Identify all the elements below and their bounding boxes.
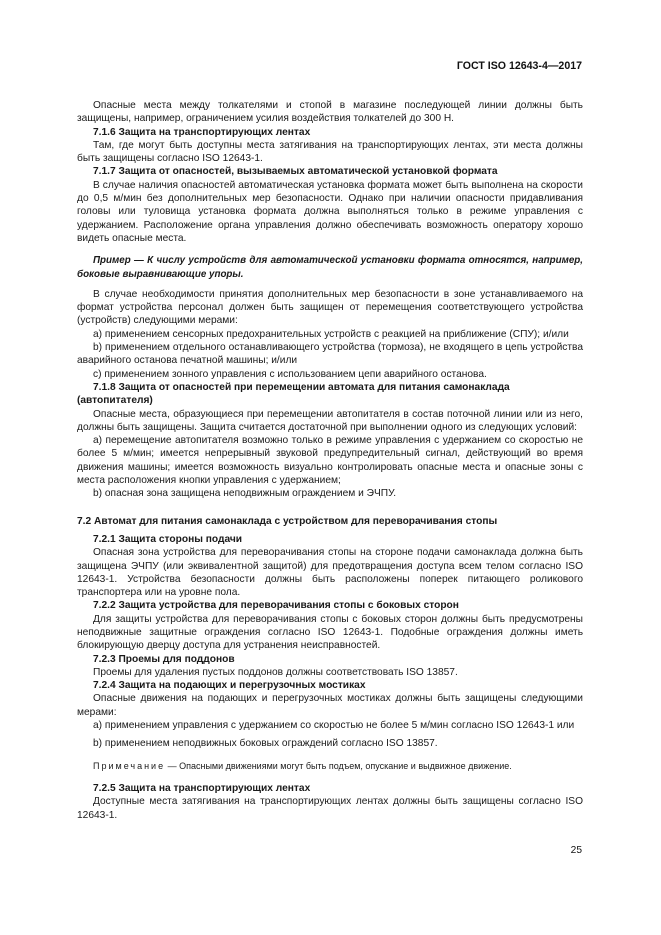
paragraph-intro: Опасные места между толкателями и стопой в магазине последующей линии должны быть защищены, например, ограничением усилия воздействия толкателей до 300 Н. — [77, 100, 583, 125]
paragraph-7-2-2: Для защиты устройства для переворачивания стопы с боковых сторон должны быть предусмотрены неподвижные защитные ограждения согласно ISO 12643-1. Подобные ограждения должны иметь блокирующую дверцу доступа для устранения неисправностей. — [77, 613, 583, 652]
heading-7-1-8: 7.1.8 Защита от опасностей при перемещении автомата для питания самонаклада (автопитателя) — [77, 381, 510, 407]
paragraph-7-1-7-measures: В случае необходимости принятия дополнительных мер безопасности в зоне устанавливаемого на формат устройства персонал должен быть защищен от перемещения соответствующего устройства (устройств) следующими мерами: — [77, 288, 583, 327]
heading-7-1-7: 7.1.7 Защита от опасностей, вызываемых автоматической установкой формата — [93, 166, 498, 178]
list-item-7-2-4-b: b) применением неподвижных боковых ограждений согласно ISO 13857. — [93, 738, 438, 750]
list-item-7-2-4-a: a) применением управления с удержанием со скоростью не более 5 м/мин согласно ISO 12643-1 или — [93, 720, 575, 732]
paragraph-7-1-6: Там, где могут быть доступны места затягивания на транспортирующих лентах, эти места должны быть защищены согласно ISO 12643-1. — [77, 139, 583, 165]
heading-7-2-3: 7.2.3 Проемы для поддонов — [93, 653, 235, 665]
heading-7-1-6: 7.1.6 Защита на транспортирующих лентах — [93, 126, 311, 138]
list-item-7-1-8-a: a) перемещение автопитателя возможно только в режиме управления с удержанием со скоростью не более 5 м/мин; имеется непрерывный звуковой предупредительный сигнал, действующий во время движения машины; имеется возможность визуально контролировать опасные места и опасные зоны с места расположения кнопки управления с удержанием; — [77, 435, 583, 487]
example-note: Пример — К числу устройств для автоматической установки формата относятся, например, боковые выравнивающие упоры. — [77, 255, 583, 280]
paragraph-7-2-5: Доступные места затягивания на транспортирующих лентах должны быть защищены согласно ISO 12643-1. — [77, 796, 583, 821]
note — [77, 760, 583, 773]
list-item-7-1-7-c: c) применением зонного управления с использованием цепи аварийного останова. — [93, 368, 487, 380]
document-code: ГОСТ ISO 12643-4—2017 — [456, 60, 582, 72]
note-text: — Опасными движениями могут быть подъем, опускание и выдвижное движение. — [165, 760, 512, 771]
paragraph-7-2-4: Опасные движения на подающих и перегрузочных мостиках должны быть защищены следующими мерами: — [77, 693, 583, 718]
paragraph-7-1-8: Опасные места, образующиеся при перемещении автопитателя в состав поточной линии или из него, должны быть защищены. Защита считается достаточной при выполнении одного из следующих условий: — [77, 408, 583, 433]
heading-7-2-5: 7.2.5 Защита на транспортирующих лентах — [93, 782, 311, 794]
heading-7-2-4: 7.2.4 Защита на подающих и перегрузочных мостиках — [93, 680, 366, 692]
heading-7-2-1: 7.2.1 Защита стороны подачи — [93, 533, 243, 545]
note-label: Примечание — [93, 760, 166, 771]
list-item-7-1-8-b: b) опасная зона защищена неподвижным ограждением и ЭЧПУ. — [93, 488, 397, 500]
list-item-7-1-7-b: b) применением отдельного останавливающего устройства (тормоза), не входящего в цепь устройства аварийного останова печатной машины; и/или — [77, 342, 583, 367]
paragraph-7-2-1: Опасная зона устройства для переворачивания стопы на стороне подачи самонаклада должна быть защищена ЭЧПУ (или эквивалентной защитой) для предотвращения доступа всем телом согласно ISO 12643-1. Устройства безопасности должны быть расположены поперек питающего роликового транспортера или на уровне пола. — [77, 547, 583, 599]
list-item-7-1-7-a: a) применением сенсорных предохранительных устройств с реакцией на приближение (СПУ); и/или — [93, 328, 569, 340]
heading-7-2-2: 7.2.2 Защита устройства для переворачивания стопы с боковых сторон — [93, 600, 459, 612]
paragraph-7-1-7: В случае наличия опасностей автоматическая установка формата может быть выполнена на скорости до 0,5 м/мин без дополнительных мер безопасности. Однако при наличии опасности придавливания головы или туловища установка формата должна выполняться только в режиме управления с удержанием. Расположение органа управления должно обеспечивать возможность оператору хорошо видеть опасные места. — [77, 179, 583, 244]
page-number: 25 — [570, 845, 582, 856]
heading-7-2: 7.2 Автомат для питания самонаклада с устройством для переворачивания стопы — [77, 515, 498, 527]
page-content — [77, 99, 583, 822]
paragraph-7-2-3: Проемы для удаления пустых поддонов должны соответствовать ISO 13857. — [93, 666, 458, 678]
